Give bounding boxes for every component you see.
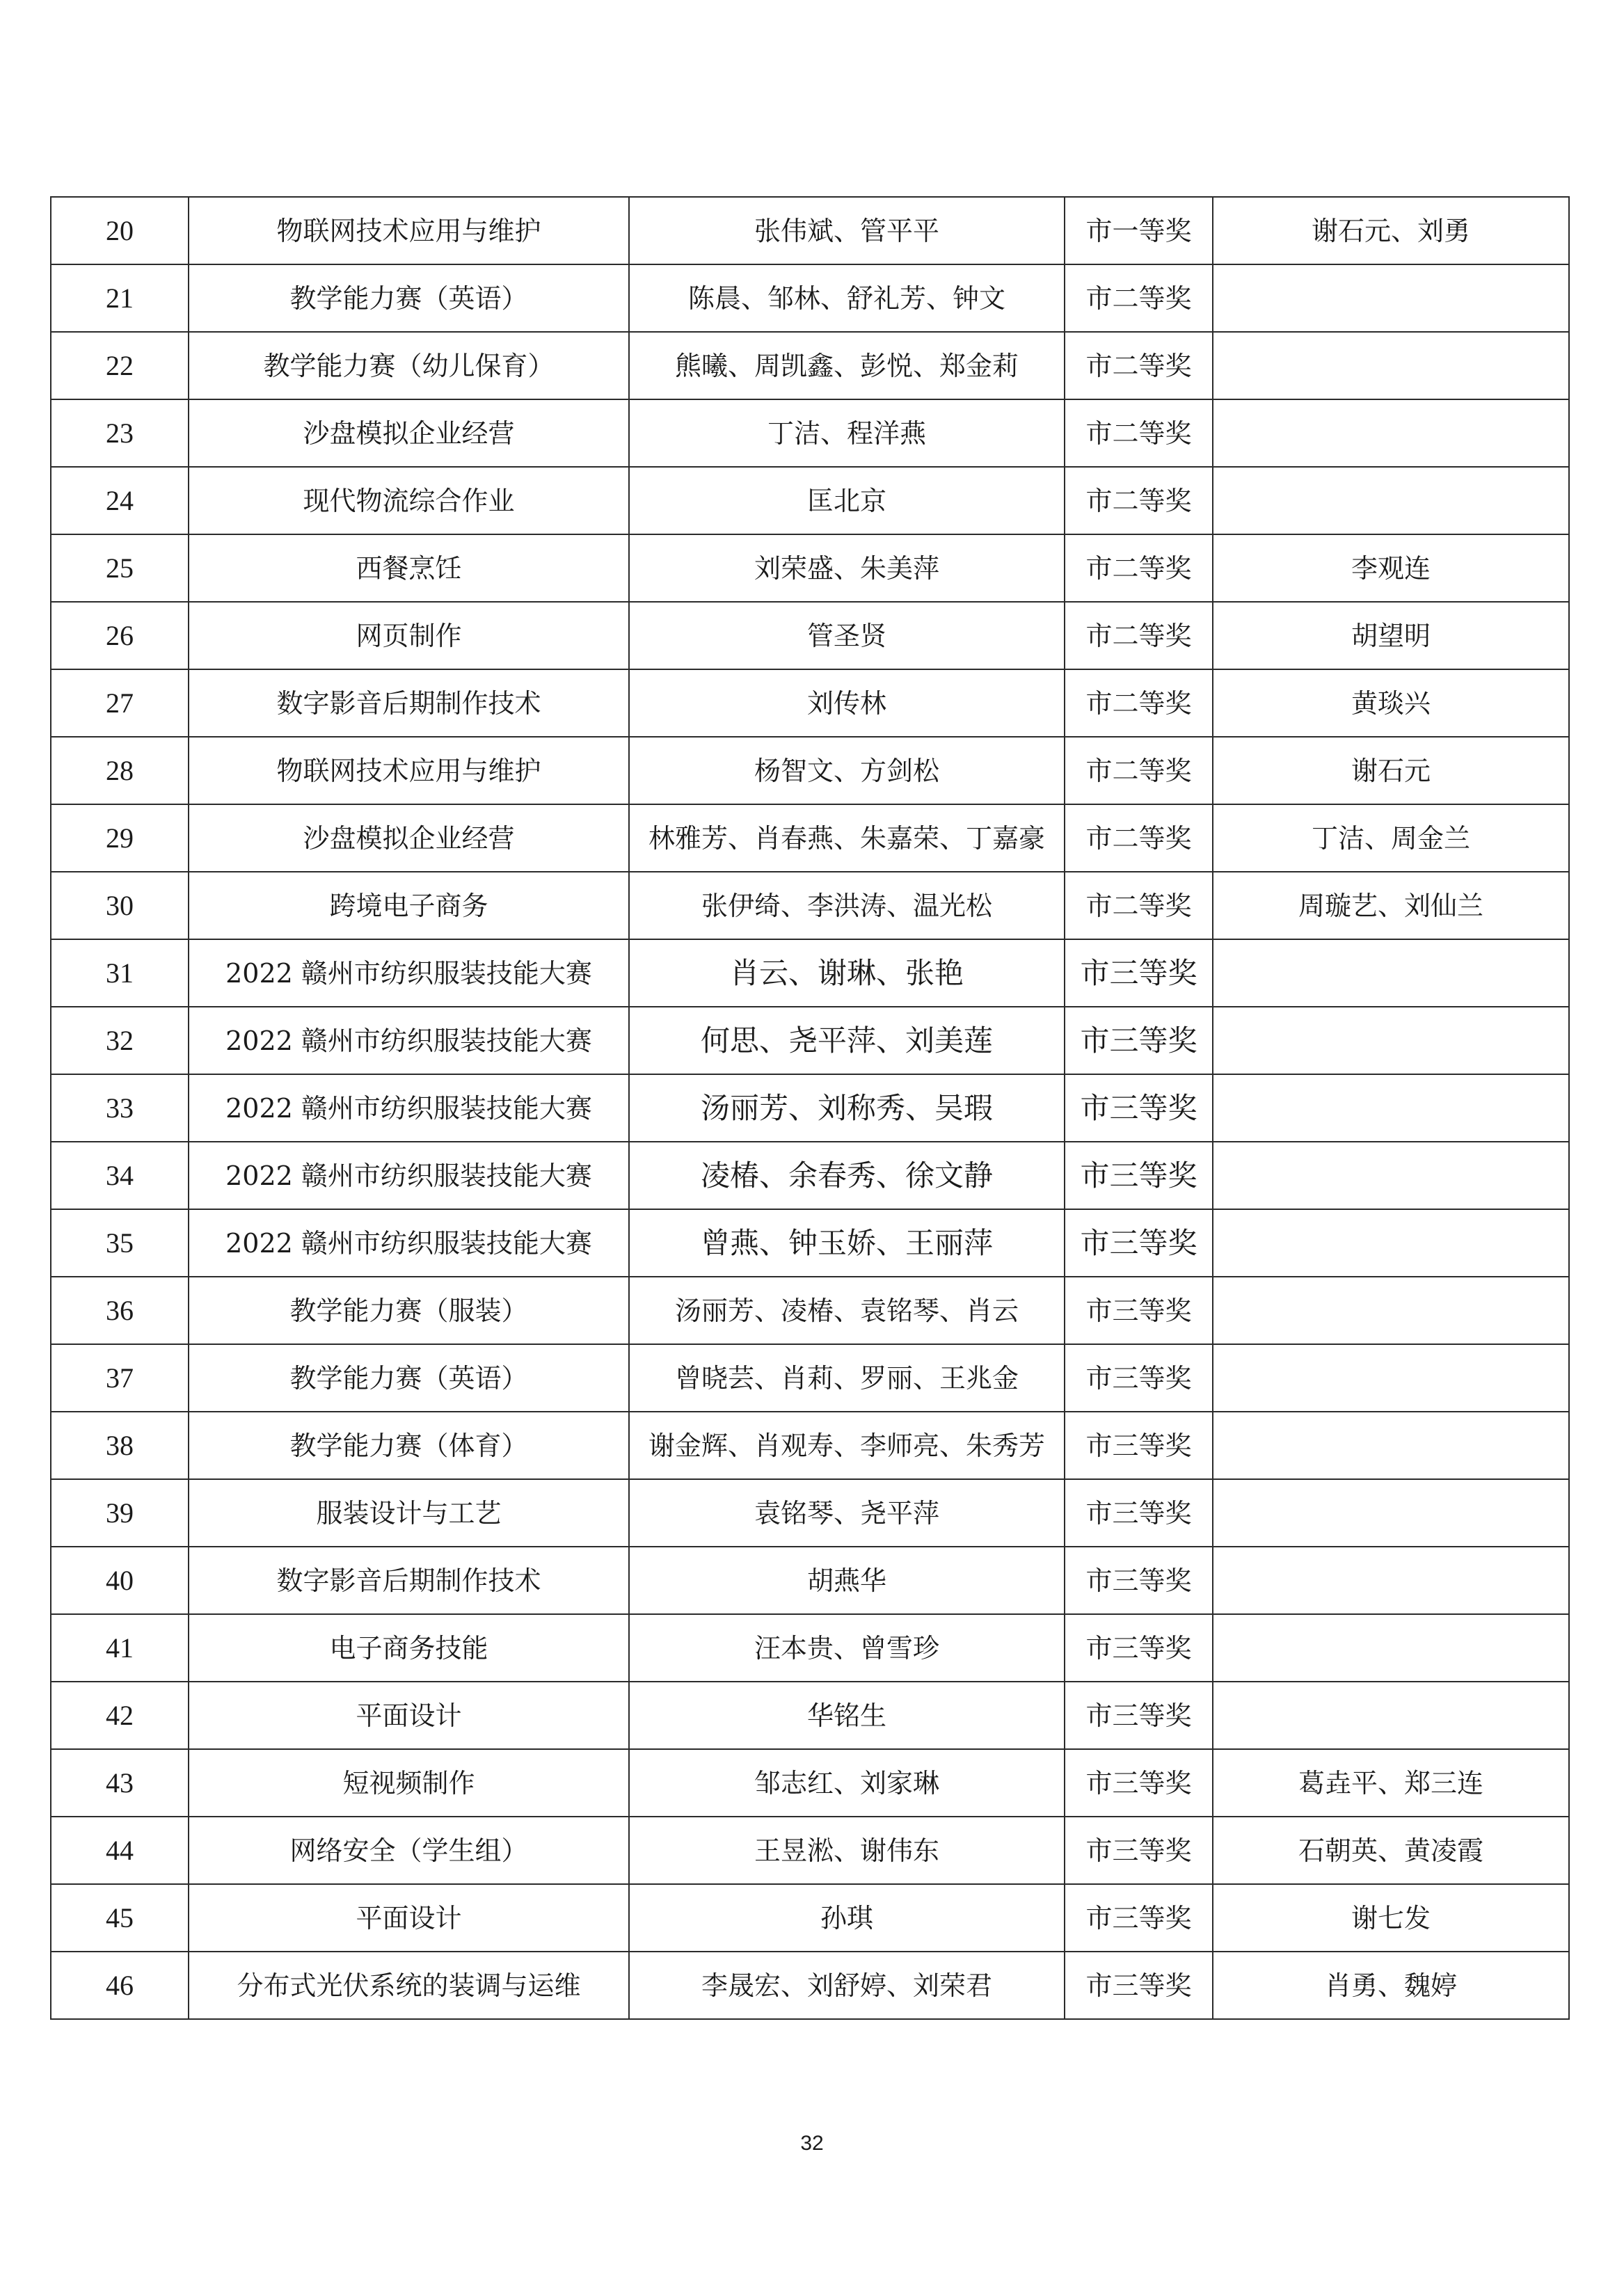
event-name-cell: 西餐烹饪: [189, 534, 629, 602]
participants-cell: 刘荣盛、朱美萍: [629, 534, 1065, 602]
event-name-cell: 2022 赣州市纺织服装技能大赛: [189, 1209, 629, 1277]
instructor-cell: 周璇艺、刘仙兰: [1213, 872, 1569, 939]
award-level-cell: 市三等奖: [1065, 1277, 1213, 1344]
table-row: [51, 669, 1569, 737]
row-number-cell: 34: [51, 1142, 189, 1209]
row-number-cell: 29: [51, 804, 189, 872]
award-level-cell: 市三等奖: [1065, 1749, 1213, 1817]
participants-cell: 丁洁、程洋燕: [629, 399, 1065, 467]
award-level-cell: 市二等奖: [1065, 264, 1213, 332]
participants-cell: 汤丽芳、凌椿、袁铭琴、肖云: [629, 1277, 1065, 1344]
event-name-cell: 2022 赣州市纺织服装技能大赛: [189, 1142, 629, 1209]
table-row: [51, 399, 1569, 467]
table-row: [51, 1749, 1569, 1817]
participants-cell: 匡北京: [629, 467, 1065, 534]
table-row: [51, 737, 1569, 804]
award-level-cell: 市三等奖: [1065, 1209, 1213, 1277]
participants-cell: 管圣贤: [629, 602, 1065, 669]
instructor-cell: [1213, 264, 1569, 332]
instructor-cell: 葛垚平、郑三连: [1213, 1749, 1569, 1817]
event-name-cell: 沙盘模拟企业经营: [189, 399, 629, 467]
award-level-cell: 市三等奖: [1065, 1007, 1213, 1074]
table-row: [51, 1007, 1569, 1074]
award-level-cell: 市二等奖: [1065, 399, 1213, 467]
award-level-cell: 市三等奖: [1065, 1614, 1213, 1682]
table-row: [51, 1614, 1569, 1682]
page-number: 32: [800, 2132, 824, 2155]
event-name-cell: 数字影音后期制作技术: [189, 1547, 629, 1614]
award-level-cell: 市三等奖: [1065, 1074, 1213, 1142]
instructor-cell: 肖勇、魏婷: [1213, 1952, 1569, 2019]
event-name-cell: 服装设计与工艺: [189, 1479, 629, 1547]
award-level-cell: 市二等奖: [1065, 534, 1213, 602]
participants-cell: 曾燕、钟玉娇、王丽萍: [629, 1209, 1065, 1277]
event-name-cell: 数字影音后期制作技术: [189, 669, 629, 737]
event-name-cell: 短视频制作: [189, 1749, 629, 1817]
event-name-cell: 2022 赣州市纺织服装技能大赛: [189, 1007, 629, 1074]
award-level-cell: 市二等奖: [1065, 467, 1213, 534]
table-row: [51, 467, 1569, 534]
table-row: [51, 1884, 1569, 1952]
row-number-cell: 33: [51, 1074, 189, 1142]
instructor-cell: [1213, 1479, 1569, 1547]
award-level-cell: 市三等奖: [1065, 1817, 1213, 1884]
instructor-cell: [1213, 939, 1569, 1007]
event-name-cell: 教学能力赛（体育）: [189, 1412, 629, 1479]
instructor-cell: [1213, 1007, 1569, 1074]
award-level-cell: 市三等奖: [1065, 1884, 1213, 1952]
participants-cell: 曾晓芸、肖莉、罗丽、王兆金: [629, 1344, 1065, 1412]
award-level-cell: 市三等奖: [1065, 1682, 1213, 1749]
row-number-cell: 37: [51, 1344, 189, 1412]
participants-cell: 杨智文、方剑松: [629, 737, 1065, 804]
row-number-cell: 23: [51, 399, 189, 467]
award-level-cell: 市二等奖: [1065, 737, 1213, 804]
row-number-cell: 42: [51, 1682, 189, 1749]
instructor-cell: [1213, 1412, 1569, 1479]
row-number-cell: 38: [51, 1412, 189, 1479]
event-name-cell: 网络安全（学生组）: [189, 1817, 629, 1884]
event-name-cell: 平面设计: [189, 1682, 629, 1749]
event-name-cell: 教学能力赛（幼儿保育）: [189, 332, 629, 399]
row-number-cell: 36: [51, 1277, 189, 1344]
table-row: [51, 1479, 1569, 1547]
event-name-cell: 2022 赣州市纺织服装技能大赛: [189, 1074, 629, 1142]
event-name-cell: 物联网技术应用与维护: [189, 737, 629, 804]
award-level-cell: 市三等奖: [1065, 939, 1213, 1007]
instructor-cell: [1213, 1209, 1569, 1277]
row-number-cell: 22: [51, 332, 189, 399]
instructor-cell: 李观连: [1213, 534, 1569, 602]
table-row: [51, 264, 1569, 332]
award-level-cell: 市二等奖: [1065, 332, 1213, 399]
row-number-cell: 44: [51, 1817, 189, 1884]
event-name-cell: 沙盘模拟企业经营: [189, 804, 629, 872]
participants-cell: 华铭生: [629, 1682, 1065, 1749]
award-level-cell: 市三等奖: [1065, 1142, 1213, 1209]
participants-cell: 肖云、谢琳、张艳: [629, 939, 1065, 1007]
instructor-cell: [1213, 1344, 1569, 1412]
row-number-cell: 32: [51, 1007, 189, 1074]
table-row: [51, 1682, 1569, 1749]
table-row: [51, 1547, 1569, 1614]
participants-cell: 何思、尧平萍、刘美莲: [629, 1007, 1065, 1074]
row-number-cell: 39: [51, 1479, 189, 1547]
participants-cell: 邹志红、刘家琳: [629, 1749, 1065, 1817]
instructor-cell: 胡望明: [1213, 602, 1569, 669]
instructor-cell: [1213, 332, 1569, 399]
participants-cell: 陈晨、邹林、舒礼芳、钟文: [629, 264, 1065, 332]
row-number-cell: 31: [51, 939, 189, 1007]
award-level-cell: 市二等奖: [1065, 602, 1213, 669]
instructor-cell: [1213, 1682, 1569, 1749]
table-row: [51, 197, 1569, 264]
instructor-cell: [1213, 1074, 1569, 1142]
award-level-cell: 市二等奖: [1065, 804, 1213, 872]
event-name-cell: 教学能力赛（英语）: [189, 264, 629, 332]
row-number-cell: 24: [51, 467, 189, 534]
row-number-cell: 45: [51, 1884, 189, 1952]
participants-cell: 张伟斌、管平平: [629, 197, 1065, 264]
row-number-cell: 41: [51, 1614, 189, 1682]
table-row: [51, 1952, 1569, 2019]
awards-table-body: [51, 197, 1569, 2019]
event-name-cell: 物联网技术应用与维护: [189, 197, 629, 264]
row-number-cell: 35: [51, 1209, 189, 1277]
participants-cell: 袁铭琴、尧平萍: [629, 1479, 1065, 1547]
participants-cell: 张伊绮、李洪涛、温光松: [629, 872, 1065, 939]
table-row: [51, 1412, 1569, 1479]
row-number-cell: 25: [51, 534, 189, 602]
table-row: [51, 1142, 1569, 1209]
award-level-cell: 市一等奖: [1065, 197, 1213, 264]
participants-cell: 刘传林: [629, 669, 1065, 737]
event-name-cell: 教学能力赛（服装）: [189, 1277, 629, 1344]
event-name-cell: 分布式光伏系统的装调与运维: [189, 1952, 629, 2019]
row-number-cell: 27: [51, 669, 189, 737]
event-name-cell: 电子商务技能: [189, 1614, 629, 1682]
row-number-cell: 46: [51, 1952, 189, 2019]
table-row: [51, 1817, 1569, 1884]
participants-cell: 胡燕华: [629, 1547, 1065, 1614]
row-number-cell: 26: [51, 602, 189, 669]
participants-cell: 汤丽芳、刘称秀、吴瑕: [629, 1074, 1065, 1142]
awards-table: [50, 196, 1570, 2020]
table-row: [51, 1344, 1569, 1412]
participants-cell: 汪本贵、曾雪珍: [629, 1614, 1065, 1682]
participants-cell: 孙琪: [629, 1884, 1065, 1952]
instructor-cell: 黄琰兴: [1213, 669, 1569, 737]
participants-cell: 凌椿、余春秀、徐文静: [629, 1142, 1065, 1209]
table-row: [51, 1277, 1569, 1344]
award-level-cell: 市三等奖: [1065, 1412, 1213, 1479]
table-row: [51, 804, 1569, 872]
award-level-cell: 市三等奖: [1065, 1952, 1213, 2019]
table-row: [51, 1074, 1569, 1142]
instructor-cell: [1213, 399, 1569, 467]
row-number-cell: 21: [51, 264, 189, 332]
event-name-cell: 现代物流综合作业: [189, 467, 629, 534]
instructor-cell: 石朝英、黄凌霞: [1213, 1817, 1569, 1884]
row-number-cell: 20: [51, 197, 189, 264]
participants-cell: 王昱淞、谢伟东: [629, 1817, 1065, 1884]
participants-cell: 熊曦、周凯鑫、彭悦、郑金莉: [629, 332, 1065, 399]
event-name-cell: 教学能力赛（英语）: [189, 1344, 629, 1412]
table-row: [51, 1209, 1569, 1277]
instructor-cell: [1213, 467, 1569, 534]
award-level-cell: 市二等奖: [1065, 669, 1213, 737]
instructor-cell: 丁洁、周金兰: [1213, 804, 1569, 872]
instructor-cell: [1213, 1614, 1569, 1682]
table-row: [51, 332, 1569, 399]
instructor-cell: [1213, 1277, 1569, 1344]
award-level-cell: 市二等奖: [1065, 872, 1213, 939]
event-name-cell: 跨境电子商务: [189, 872, 629, 939]
event-name-cell: 网页制作: [189, 602, 629, 669]
instructor-cell: 谢石元: [1213, 737, 1569, 804]
event-name-cell: 平面设计: [189, 1884, 629, 1952]
table-row: [51, 872, 1569, 939]
award-level-cell: 市三等奖: [1065, 1344, 1213, 1412]
instructor-cell: [1213, 1547, 1569, 1614]
participants-cell: 谢金辉、肖观寿、李师亮、朱秀芳: [629, 1412, 1065, 1479]
table-row: [51, 534, 1569, 602]
row-number-cell: 30: [51, 872, 189, 939]
instructor-cell: 谢七发: [1213, 1884, 1569, 1952]
event-name-cell: 2022 赣州市纺织服装技能大赛: [189, 939, 629, 1007]
instructor-cell: 谢石元、刘勇: [1213, 197, 1569, 264]
table-row: [51, 602, 1569, 669]
instructor-cell: [1213, 1142, 1569, 1209]
participants-cell: 李晟宏、刘舒婷、刘荣君: [629, 1952, 1065, 2019]
participants-cell: 林雅芳、肖春燕、朱嘉荣、丁嘉豪: [629, 804, 1065, 872]
award-level-cell: 市三等奖: [1065, 1547, 1213, 1614]
row-number-cell: 40: [51, 1547, 189, 1614]
row-number-cell: 28: [51, 737, 189, 804]
table-row: [51, 939, 1569, 1007]
award-level-cell: 市三等奖: [1065, 1479, 1213, 1547]
row-number-cell: 43: [51, 1749, 189, 1817]
